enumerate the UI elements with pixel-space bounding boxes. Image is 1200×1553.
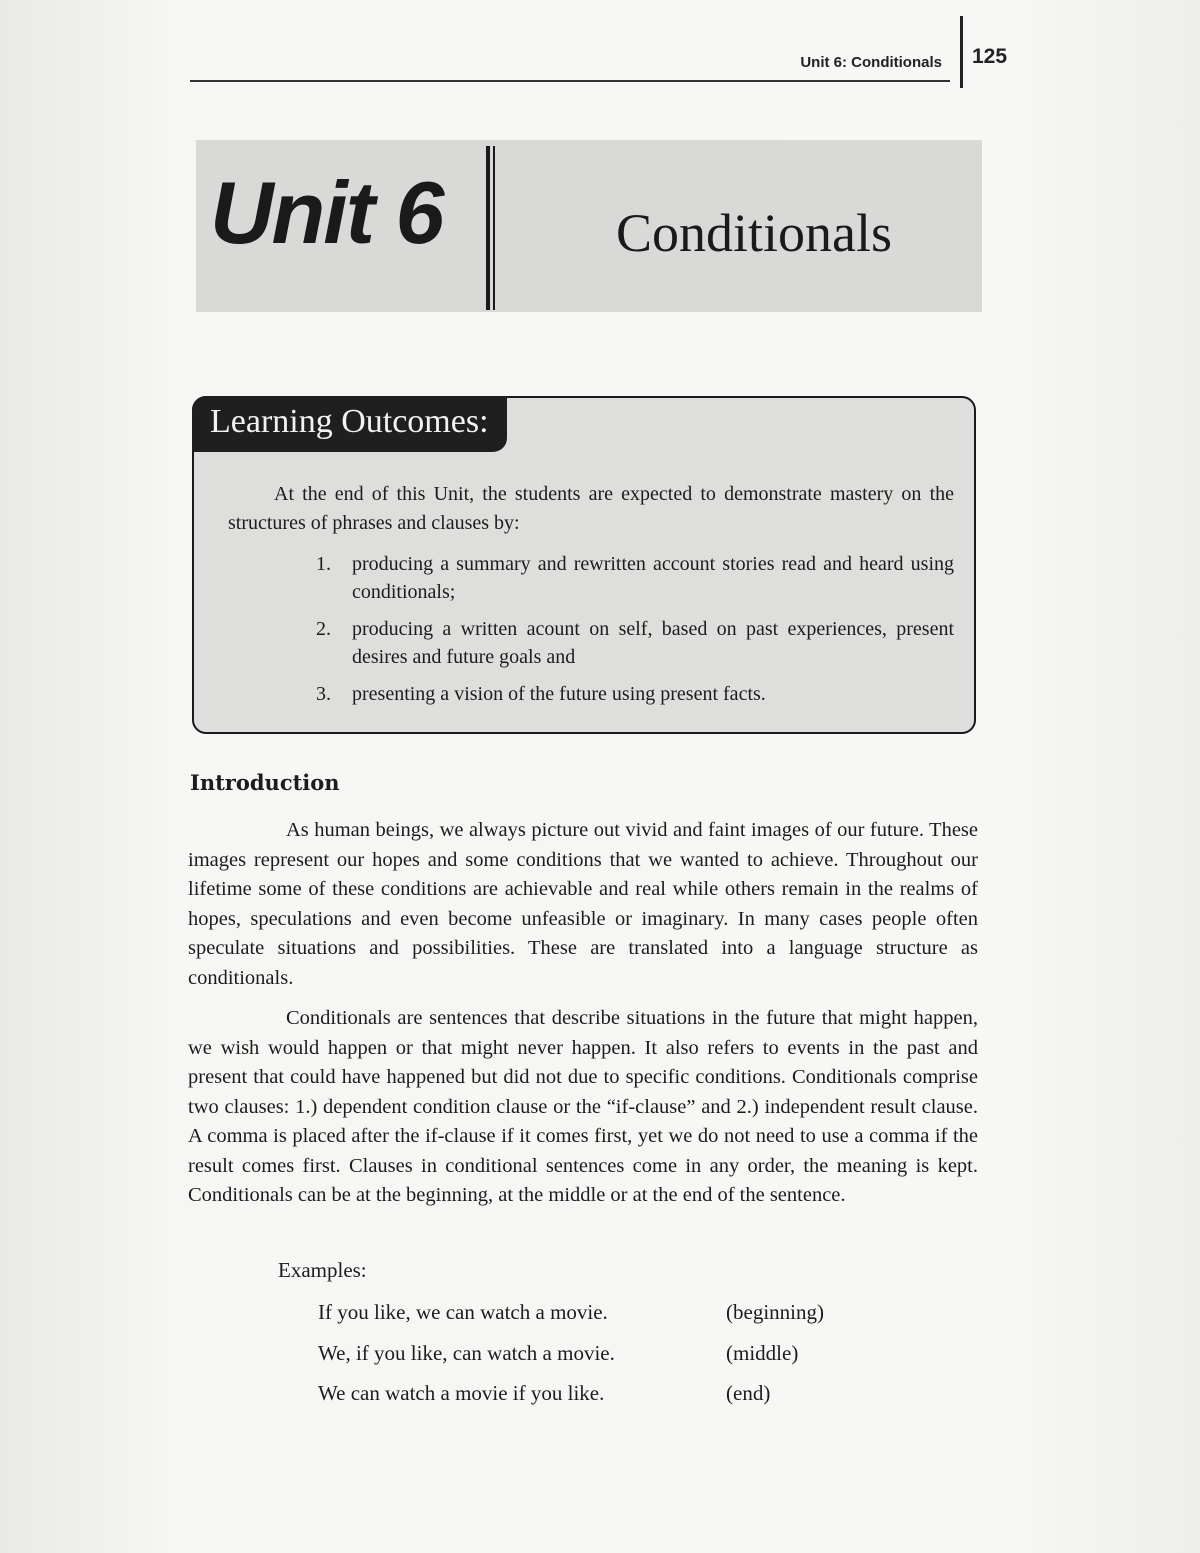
running-header — [190, 48, 950, 82]
outcome-text: presenting a vision of the future using present facts. — [352, 683, 766, 705]
examples-label: Examples: — [278, 1258, 367, 1282]
example-row — [318, 1341, 878, 1371]
outcome-text: producing a written acount on self, based on past experiences, present desires and future goals and — [352, 618, 954, 668]
introduction-paragraph-1: As human beings, we always picture out vivid and faint images of our future. These images represent our hopes and some conditions that we wanted to achieve. Throughout our lifetime some of these conditions are achievable and real while others remain in the realms of hopes, speculations and even become unfeasible or imaginary. In many cases people often speculate situations and possibilities. These are translated into a language structure as conditionals. — [188, 819, 978, 989]
outcome-text: producing a summary and rewritten account stories read and heard using conditionals; — [352, 553, 954, 603]
learning-outcomes-intro: At the end of this Unit, the students are expected to demonstrate mastery on the structures of phrases and clauses by: — [228, 483, 954, 534]
introduction-paragraph-2: Conditionals are sentences that describe situations in the future that might happen, we wish would happen or that might never happen. It also refers to events in the past and present that could have happened but did not due to specific conditions. Conditionals comprise two clauses: 1.) dependent condition clause or the “if-clause” and 2.) independent result clause. A comma is placed after the if-clause if it comes first, yet we do not need to use a comma if the result comes first. Clauses in conditional sentences come in any order, the meaning is kept. Conditionals can be at the beginning, at the middle or at the end of the sentence. — [188, 1007, 978, 1206]
unit-title: Conditionals — [616, 203, 893, 263]
learning-outcomes-list — [304, 550, 954, 717]
unit-label: Unit 6 — [210, 163, 443, 262]
outcome-item — [304, 615, 954, 671]
example-position: (end) — [726, 1381, 771, 1405]
outcome-item — [304, 680, 954, 708]
example-row — [318, 1300, 878, 1330]
learning-outcomes-box — [192, 396, 976, 734]
example-sentence: We can watch a movie if you like. — [318, 1381, 605, 1405]
example-sentence: We, if you like, can watch a movie. — [318, 1341, 615, 1365]
outcome-number: 2. — [316, 618, 331, 640]
banner-divider — [486, 146, 490, 310]
example-sentence: If you like, we can watch a movie. — [318, 1300, 608, 1324]
example-row — [318, 1381, 878, 1411]
learning-outcomes-heading: Learning Outcomes: — [192, 396, 507, 452]
running-title: Unit 6: Conditionals — [800, 54, 942, 71]
unit-banner — [196, 140, 982, 312]
example-position: (beginning) — [726, 1300, 824, 1324]
introduction-heading: Introduction — [190, 770, 340, 795]
header-divider — [960, 16, 963, 88]
outcome-item — [304, 550, 954, 606]
outcome-number: 3. — [316, 683, 331, 705]
example-position: (middle) — [726, 1341, 799, 1365]
banner-divider-thin — [493, 146, 495, 310]
outcome-number: 1. — [316, 553, 331, 575]
page-number: 125 — [972, 45, 1008, 68]
